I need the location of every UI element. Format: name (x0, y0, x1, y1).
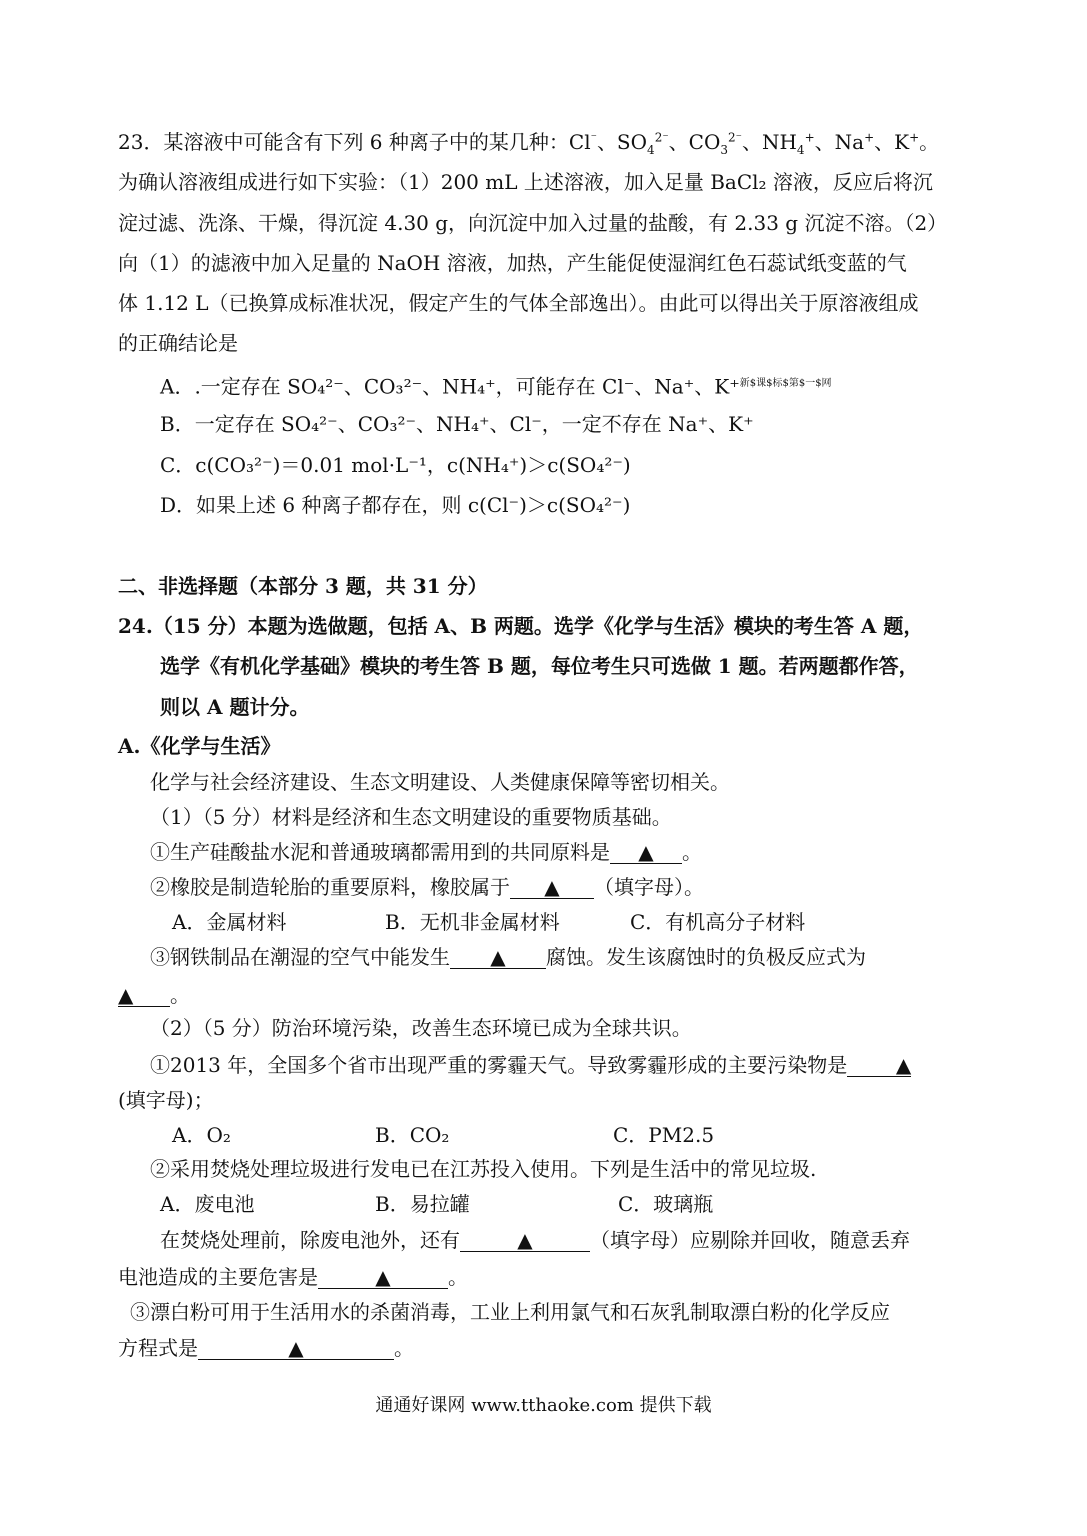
answer-blank[interactable]: ▲ (318, 1266, 448, 1289)
part-2-question-3-cont: 方程式是 ▲ 。 (118, 1336, 414, 1360)
part-2-q2-option-b: B．易拉罐 (375, 1192, 470, 1216)
q23-option-c: C．c(CO₃²⁻)＝0.01 mol·L⁻¹，c(NH₄⁺)＞c(SO₄²⁻) (160, 453, 631, 477)
q23-line-6: 的正确结论是 (118, 331, 238, 355)
part-1-question-1: ①生产硅酸盐水泥和普通玻璃都需用到的共同原料是 ▲ 。 (150, 840, 702, 864)
answer-blank[interactable]: ▲ (450, 946, 546, 969)
section-2-title: 二、非选择题（本部分 3 题，共 31 分） (118, 574, 488, 598)
q24-line-3: 则以 A 题计分。 (160, 695, 310, 719)
q24-line-1: 24.（15 分）本题为选做题，包括 A、B 两题。选学《化学与生活》模块的考生答 A 题， (118, 614, 924, 638)
part-2-q1-option-a: A．O₂ (172, 1123, 231, 1147)
part-1-question-3: ③钢铁制品在潮湿的空气中能发生 ▲ 腐蚀。发生该腐蚀时的负极反应式为 (150, 945, 866, 969)
part-2-question-2-detail: 在焚烧处理前，除废电池外，还有 ▲ （填字母）应剔除并回收，随意丢弃 (160, 1228, 910, 1252)
part-a-intro: 化学与社会经济建设、生态文明建设、人类健康保障等密切相关。 (150, 770, 730, 794)
part-1-heading: （1）（5 分）材料是经济和生态文明建设的重要物质基础。 (150, 805, 672, 829)
answer-blank[interactable]: ▲ (198, 1337, 394, 1360)
part-2-q1-option-b: B．CO₂ (375, 1123, 450, 1147)
part-2-q1-option-c: C．PM2.5 (613, 1123, 715, 1147)
q23-option-a (160, 370, 832, 401)
q23-line-2: 为确认溶液组成进行如下实验：（1）200 mL 上述溶液，加入足量 BaCl₂ 溶液，反应后将沉 (118, 170, 933, 194)
part-2-question-3: ③漂白粉可用于生活用水的杀菌消毒，工业上利用氯气和石灰乳制取漂白粉的化学反应 (130, 1300, 890, 1324)
part-1-question-3-cont: ▲ 。 (118, 983, 190, 1007)
part-1-q2-option-a: A．金属材料 (172, 910, 287, 934)
q23-line-5: 体 1.12 L（已换算成标准状况，假定产生的气体全部逸出）。由此可以得出关于原溶液组成 (118, 291, 919, 315)
part-1-q2-option-b: B．无机非金属材料 (385, 910, 560, 934)
q23-line-3: 淀过滤、洗涤、干燥，得沉淀 4.30 g，向沉淀中加入过量的盐酸，有 2.33 g 沉淀不溶。（2） (118, 211, 948, 235)
q23-line-1: 23．某溶液中可能含有下列 6 种离子中的某几种：Cl⁻、$SO_4^{2^-}$、$CO_3^{2^-}$、$NH_4^+$、Na+、K+。 (118, 130, 940, 157)
answer-blank[interactable]: ▲ (460, 1229, 590, 1252)
part-2-question-2: ②采用焚烧处理垃圾进行发电已在江苏投入使用。下列是生活中的常见垃圾. (150, 1157, 817, 1181)
part-2-heading: （2）（5 分）防治环境污染，改善生态环境已成为全球共识。 (150, 1016, 692, 1040)
answer-blank[interactable]: ▲ (118, 984, 170, 1007)
watermark-text: 新$课$标$第$一$网 (739, 378, 832, 389)
part-1-question-2: ②橡胶是制造轮胎的重要原料，橡胶属于 ▲ （填字母）。 (150, 875, 704, 899)
answer-blank[interactable]: ▲ (510, 876, 594, 899)
part-2-question-2-detail-cont: 电池造成的主要危害是 ▲ 。 (118, 1265, 468, 1289)
part-2-question-1: ①2013 年，全国多个省市出现严重的雾霾天气。导致雾霾形成的主要污染物是 ▲ (150, 1053, 912, 1077)
part-2-q2-option-a: A．废电池 (160, 1192, 255, 1216)
q24-line-2: 选学《有机化学基础》模块的考生答 B 题，每位考生只可选做 1 题。若两题都作答， (160, 654, 919, 678)
q23-option-d: D．如果上述 6 种离子都存在，则 c(Cl⁻)＞c(SO₄²⁻) (160, 493, 631, 517)
part-2-question-1-cont: (填字母)； (118, 1088, 214, 1112)
answer-blank[interactable]: ▲ (847, 1054, 911, 1077)
q23-option-b: B．一定存在 SO₄²⁻、CO₃²⁻、NH₄⁺、Cl⁻，一定不存在 Na⁺、K⁺ (160, 412, 754, 436)
q23-line-4: 向（1）的滤液中加入足量的 NaOH 溶液，加热，产生能促使湿润红色石蕊试纸变蓝的气 (118, 251, 907, 275)
page-footer: 通通好课网 www.tthaoke.com 提供下载 (375, 1395, 712, 1416)
part-1-q2-option-c: C．有机高分子材料 (630, 910, 806, 934)
part-a-title: A.《化学与生活》 (118, 734, 281, 758)
part-2-q2-option-c: C．玻璃瓶 (618, 1192, 714, 1216)
answer-blank[interactable]: ▲ (610, 841, 682, 864)
q23-option-a-text: A．.一定存在 SO₄²⁻、CO₃²⁻、NH₄⁺，可能存在 Cl⁻、Na⁺、K⁺ (160, 374, 740, 399)
